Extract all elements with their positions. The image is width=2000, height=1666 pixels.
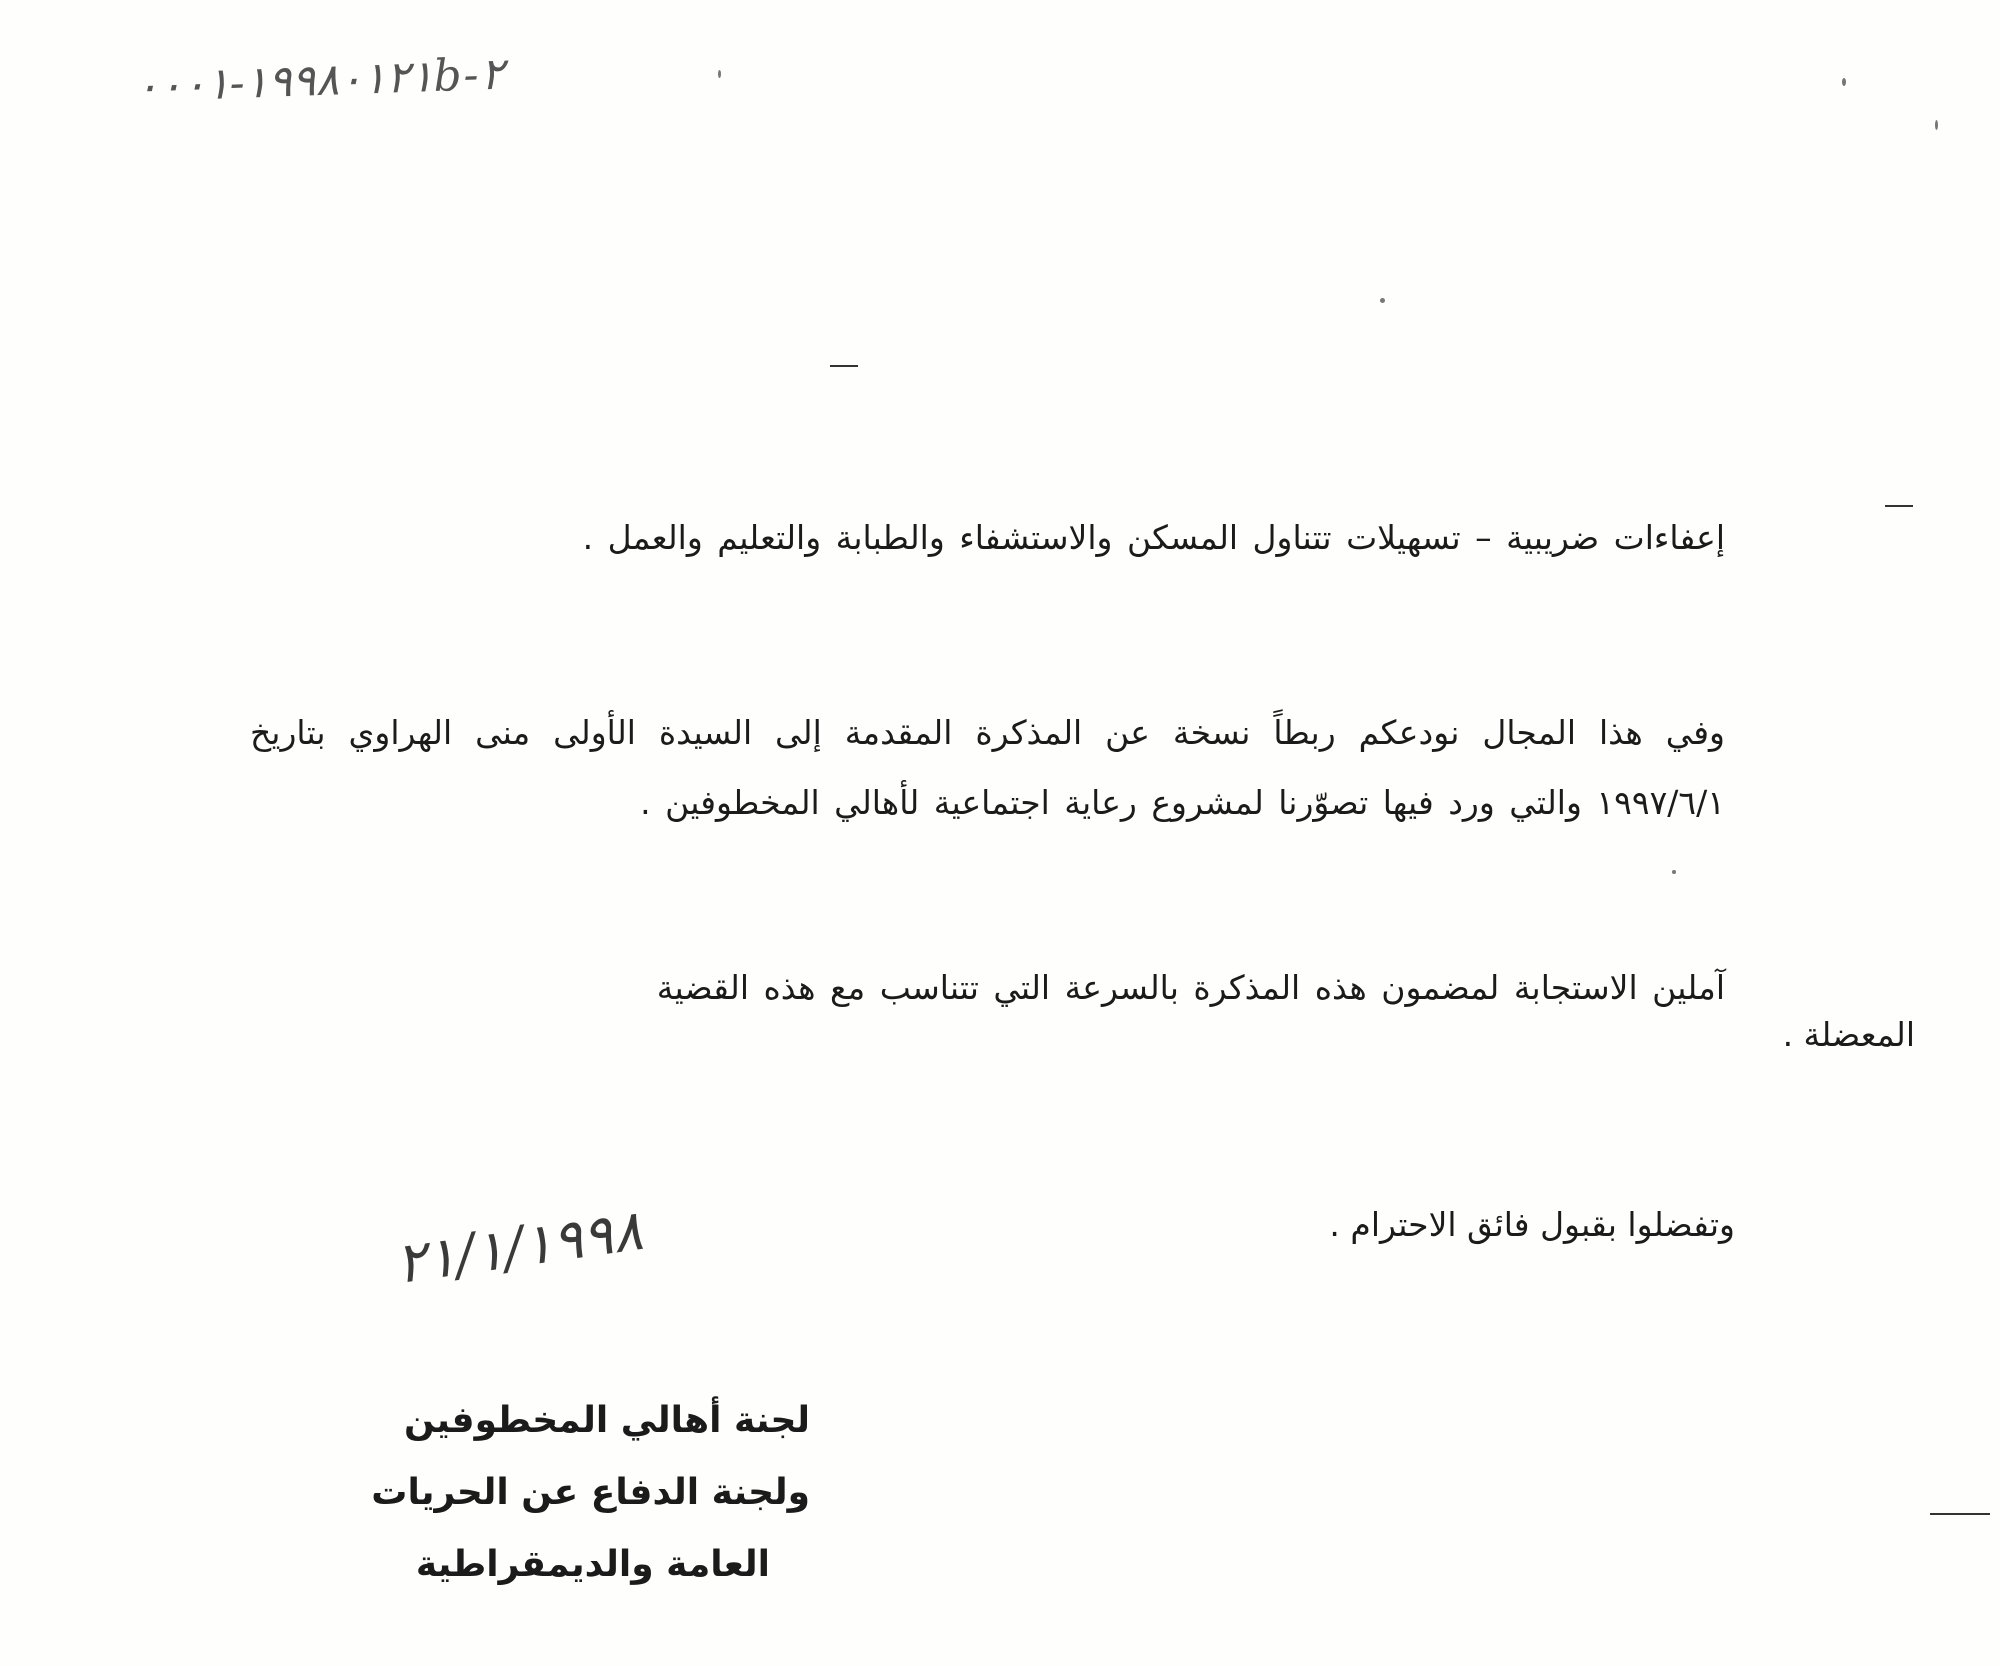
signature-line-3: العامة والديمقراطية [415,1544,770,1585]
scan-speck [1672,870,1676,874]
signature-line-2: ولجنة الدفاع عن الحريات [371,1472,810,1513]
scan-speck [1380,298,1385,303]
bullet-dash [1885,505,1913,507]
header-dash-mark [830,365,858,367]
paragraph-tax-exemptions: إعفاءات ضريبية – تسهيلات تتناول المسكن والاستشفاء والطبابة والتعليم والعمل . [582,518,1725,557]
paragraph-request-tail: المعضلة . [1782,1015,1915,1054]
closing-salutation: وتفضلوا بقبول فائق الاحترام . [1329,1205,1735,1244]
signature-block [371,1385,810,1601]
scan-speck [718,70,721,78]
paragraph-memo-reference: وفي هذا المجال نودعكم ربطاً نسخة عن المذكرة المقدمة إلى السيدة الأولى منى الهراوي بتاريخ ١٩٩٧/٦/١ والتي ورد فيها تصوّرنا لمشروع رعاية اجتماعية لأهالي المخطوفين . [250,713,1725,822]
margin-dash-mark [1930,1513,1990,1515]
scan-speck [1842,78,1846,86]
signature-line-1: لجنة أهالي المخطوفين [403,1400,810,1441]
handwritten-date: ٢١/١/١٩٩٨ [391,1198,647,1297]
handwritten-reference-number: ١٩٩٨٠١٢١-٠٠٠١b-٢ [134,48,505,113]
paragraph-request: آملين الاستجابة لمضمون هذه المذكرة بالسرعة التي تتناسب مع هذه القضية [656,968,1725,1007]
scan-speck [1935,120,1938,130]
